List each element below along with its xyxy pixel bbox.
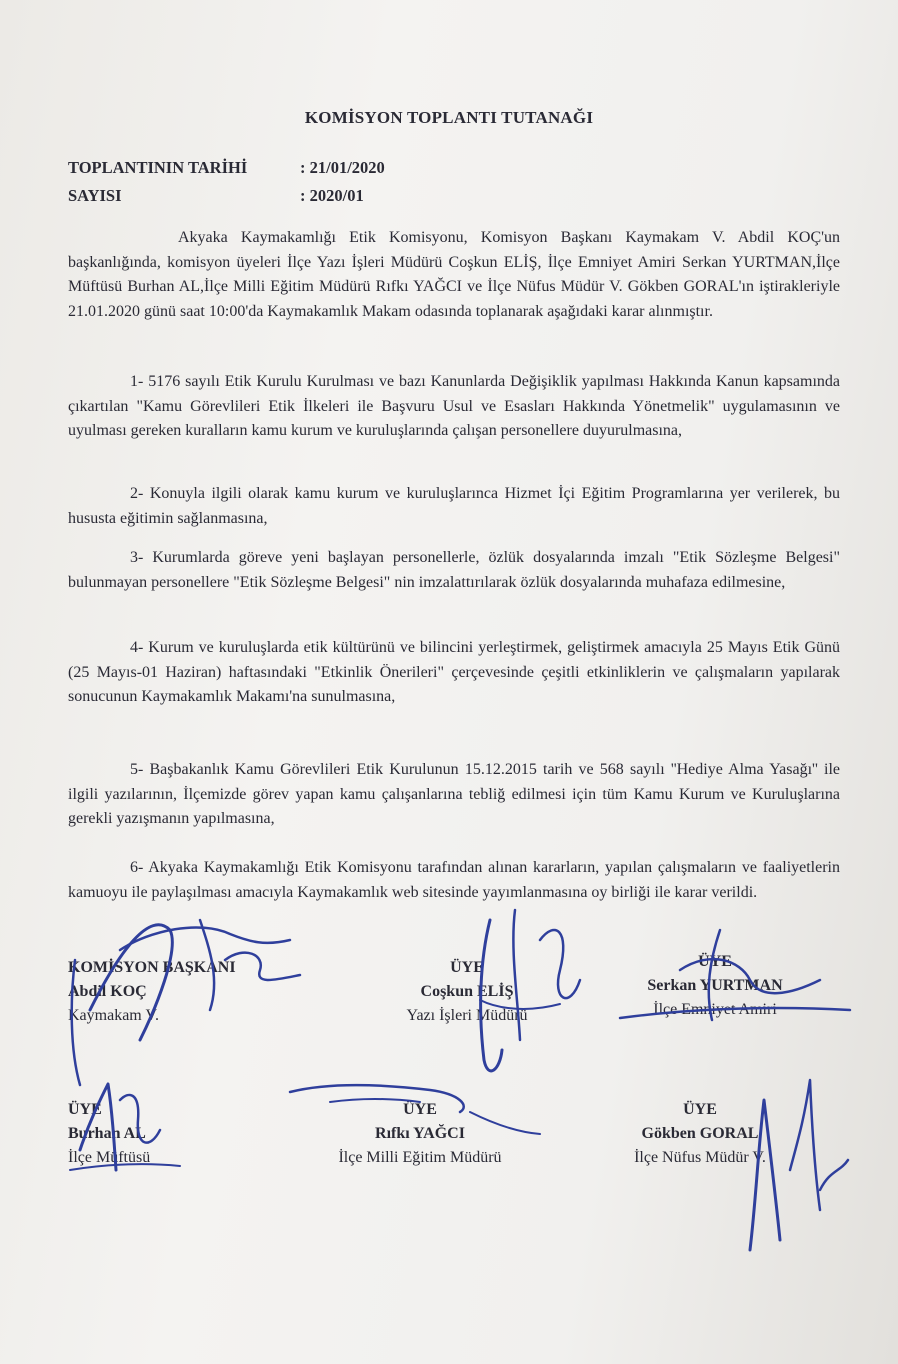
- signature-title: Yazı İşleri Müdürü: [406, 1007, 528, 1024]
- signature-title: İlçe Milli Eğitim Müdürü: [338, 1149, 502, 1166]
- signature-title: İlçe Müftüsü: [68, 1149, 151, 1166]
- meta-number-label: SAYISI: [68, 186, 122, 205]
- signature-block-chair: [68, 956, 236, 1028]
- decision-item-2: 2- Konuyla ilgili olarak kamu kurum ve kuruluşlarınca Hizmet İçi Eğitim Programlarına yer verilerek, bu hususta eğitimin sağlanmasına,: [68, 485, 840, 527]
- signature-block-member-5: [600, 1098, 800, 1170]
- signature-title: Kaymakam V.: [68, 1007, 159, 1024]
- signature-role: ÜYE: [68, 1101, 102, 1118]
- signature-role: KOMİSYON BAŞKANI: [68, 959, 236, 976]
- signature-name: Abdil KOÇ: [68, 983, 147, 1000]
- decision-item-6: 6- Akyaka Kaymakamlığı Etik Komisyonu tarafından alınan kararların, yapılan çalışmaların ve faaliyetlerin kamuoyu ile paylaşılması amacıyla Kaymakamlık web sitesinde yayımlanmasına oy birliği ile karar verildi.: [68, 859, 840, 901]
- signature-block-member-4: [300, 1098, 540, 1170]
- meta-date-value: : 21/01/2020: [300, 158, 385, 177]
- signature-role: ÜYE: [698, 953, 732, 970]
- decision-item-5: 5- Başbakanlık Kamu Görevlileri Etik Kurulunun 15.12.2015 tarih ve 568 sayılı ''Hediye Alma Yasağı'' ile ilgili yazılarının, İlçemizde görev yapan kamu çalışanlarına tebliğ edilmesi için tüm Kamu Kurum ve Kuruluşlarına gerekli yazışmanın yapılmasına,: [68, 761, 840, 827]
- signature-title: İlçe Nüfus Müdür V.: [634, 1149, 766, 1166]
- signature-block-member-1: [382, 956, 552, 1028]
- signature-name: Burhan AL: [68, 1125, 146, 1142]
- signature-name: Serkan YURTMAN: [647, 977, 783, 994]
- signature-title: İlçe Emniyet Amiri: [653, 1001, 777, 1018]
- meta-date-label: TOPLANTININ TARİHİ: [68, 158, 248, 177]
- intro-paragraph: Akyaka Kaymakamlığı Etik Komisyonu, Komisyon Başkanı Kaymakam V. Abdil KOÇ'un başkanlığında, komisyon üyeleri İlçe Yazı İşleri Müdürü Coşkun ELİŞ, İlçe Emniyet Amiri Serkan YURTMAN,İlçe Müftüsü Burhan AL,İlçe Milli Eğitim Müdürü Rıfkı YAĞCI ve İlçe Nüfus Müdür V. Gökben GORAL'ın iştirakleriyle 21.01.2020 günü saat 10:00'da Kaymakamlık Makam odasında toplanarak aşağıdaki karar alınmıştır.: [68, 229, 840, 320]
- signature-role: ÜYE: [403, 1101, 437, 1118]
- meta-number-value: : 2020/01: [300, 186, 364, 205]
- decision-item-4: 4- Kurum ve kuruluşlarda etik kültürünü ve bilincini yerleştirmek, geliştirmek amacıyla 25 Mayıs Etik Günü (25 Mayıs-01 Haziran) haftasındaki "Etkinlik Önerileri" çerçevesinde çeşitli etkinliklerin ve çalışmaların yapılarak sonucunun Kaymakamlık Makamı'na sunulmasına,: [68, 639, 840, 705]
- decision-item-1: 1- 5176 sayılı Etik Kurulu Kurulması ve bazı Kanunlarda Değişiklik yapılması Hakkında Kanun kapsamında çıkartılan "Kamu Görevlileri Etik İlkeleri ile Başvuru Usul ve Esasları Hakkında Yönetmelik" uygulamasının ve uyulması gereken kuralların kamu kurum ve kuruluşlarında çalışan personellere duyurulmasına,: [68, 373, 840, 439]
- signature-role: ÜYE: [683, 1101, 717, 1118]
- signature-name: Rıfkı YAĞCI: [375, 1125, 465, 1142]
- signature-block-member-2: [610, 950, 820, 1022]
- document-title: KOMİSYON TOPLANTI TUTANAĞI: [304, 108, 594, 127]
- signature-name: Gökben GORAL: [641, 1125, 759, 1142]
- signature-block-member-3: [68, 1098, 150, 1170]
- decision-item-3: 3- Kurumlarda göreve yeni başlayan personellerle, özlük dosyalarında imzalı "Etik Sözleşme Belgesi" bulunmayan personellere "Etik Sözleşme Belgesi" nin imzalattırılarak özlük dosyalarında muhafaza edilmesine,: [68, 549, 840, 591]
- signature-name: Coşkun ELİŞ: [420, 983, 514, 1000]
- signature-role: ÜYE: [450, 959, 484, 976]
